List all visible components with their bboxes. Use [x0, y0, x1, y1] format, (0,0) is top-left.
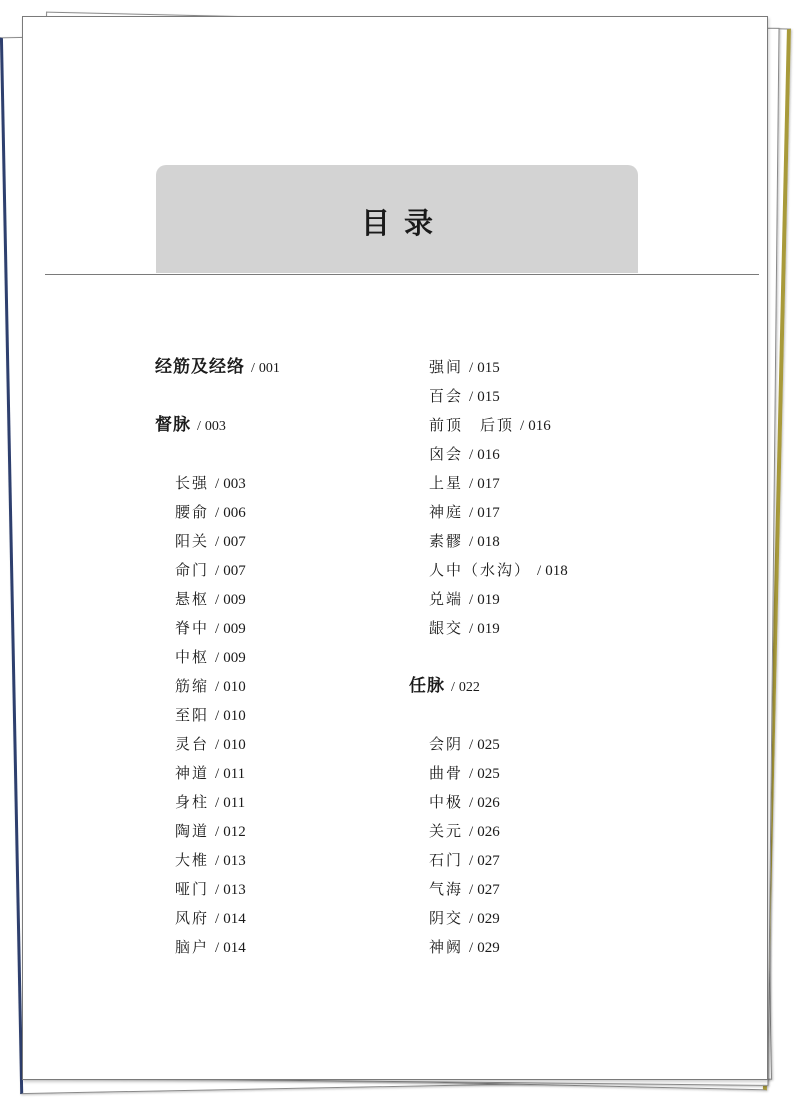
toc-entry [409, 792, 500, 813]
toc-page-number: 009 [223, 621, 246, 637]
toc-separator: / [469, 940, 474, 956]
toc-page-number: 013 [223, 882, 246, 898]
toc-entry [155, 647, 246, 668]
toc-separator: / [469, 853, 474, 869]
toc-page-number: 014 [223, 940, 246, 956]
toc-entry-name: 腰俞 [175, 503, 210, 521]
toc-separator: / [215, 650, 220, 666]
toc-separator: / [469, 824, 474, 840]
toc-entry [155, 473, 246, 494]
toc-page-number: 019 [477, 592, 500, 608]
toc-entry [409, 560, 568, 581]
toc-page-number: 010 [223, 708, 246, 724]
toc-page-number: 015 [477, 360, 500, 376]
toc-entry [155, 618, 246, 639]
toc-separator: / [469, 447, 474, 463]
toc-separator: / [215, 824, 220, 840]
toc-separator: / [469, 534, 474, 550]
toc-entry [409, 531, 500, 552]
toc-entry [409, 908, 500, 929]
toc-entry [155, 850, 246, 871]
toc-entry-name: 上星 [429, 474, 464, 492]
toc-page-number: 007 [223, 534, 246, 550]
toc-entry-name: 中枢 [175, 648, 210, 666]
toc-entry [155, 705, 246, 726]
toc-page-number: 007 [223, 563, 246, 579]
toc-page-number: 009 [223, 592, 246, 608]
toc-separator: / [215, 592, 220, 608]
toc-entry-name: 中极 [429, 793, 464, 811]
toc-entry [409, 879, 500, 900]
toc-entry [409, 821, 500, 842]
toc-entry [155, 502, 246, 523]
toc-entry-name: 神道 [175, 764, 210, 782]
title-banner [156, 165, 638, 273]
toc-entry-name: 囟会 [429, 445, 464, 463]
toc-section-entry [155, 415, 226, 437]
toc-separator: / [197, 419, 201, 434]
toc-separator: / [469, 911, 474, 927]
toc-entry-name: 至阳 [175, 706, 210, 724]
toc-page-number: 027 [477, 882, 500, 898]
toc-separator: / [215, 940, 220, 956]
toc-page-number: 018 [545, 563, 568, 579]
toc-page-number: 026 [477, 795, 500, 811]
toc-separator: / [215, 534, 220, 550]
toc-entry-name: 风府 [175, 909, 210, 927]
toc-entry-name: 身柱 [175, 793, 210, 811]
toc-page-number: 014 [223, 911, 246, 927]
toc-entry-name: 悬枢 [175, 590, 210, 608]
toc-entry-name: 督脉 [155, 415, 191, 435]
toc-separator: / [215, 795, 220, 811]
toc-entry-name: 长强 [175, 474, 210, 492]
toc-entry [409, 618, 500, 639]
toc-separator: / [215, 476, 220, 492]
toc-page-number: 010 [223, 679, 246, 695]
toc-page [22, 16, 768, 1080]
toc-page-number: 009 [223, 650, 246, 666]
toc-entry [409, 386, 500, 407]
toc-entry-name: 脊中 [175, 619, 210, 637]
toc-page-number: 006 [223, 505, 246, 521]
toc-entry-name: 素髎 [429, 532, 464, 550]
toc-entry [155, 763, 245, 784]
toc-separator: / [469, 882, 474, 898]
toc-entry [409, 589, 500, 610]
toc-separator: / [215, 505, 220, 521]
toc-page-number: 029 [477, 911, 500, 927]
toc-entry-name: 气海 [429, 880, 464, 898]
toc-entry-name: 大椎 [175, 851, 210, 869]
toc-entry-name: 阴交 [429, 909, 464, 927]
toc-entry-name: 陶道 [175, 822, 210, 840]
toc-page-number: 017 [477, 476, 500, 492]
toc-separator: / [215, 708, 220, 724]
toc-entry [155, 792, 245, 813]
toc-page-number: 022 [458, 680, 480, 695]
toc-page-number: 003 [223, 476, 246, 492]
toc-entry-name: 脑户 [175, 938, 210, 956]
toc-separator: / [537, 563, 542, 579]
toc-entry-name: 人中（水沟） [429, 561, 532, 579]
toc-separator: / [469, 389, 474, 405]
toc-entry-name: 龈交 [429, 619, 464, 637]
toc-entry [155, 734, 246, 755]
toc-entry [409, 850, 500, 871]
toc-page-number: 011 [223, 766, 246, 782]
toc-page-number: 019 [477, 621, 500, 637]
toc-entry [409, 937, 500, 958]
toc-separator: / [251, 361, 255, 376]
toc-page-number: 025 [477, 766, 500, 782]
toc-entry [409, 415, 551, 436]
toc-entry [409, 444, 500, 465]
toc-separator: / [215, 766, 220, 782]
toc-separator: / [469, 621, 474, 637]
toc-entry-name: 百会 [429, 387, 464, 405]
toc-page-number: 013 [223, 853, 246, 869]
toc-separator: / [215, 563, 220, 579]
toc-entry [155, 908, 246, 929]
toc-entry-name: 前顶 后顶 [429, 416, 515, 434]
toc-entry-name: 灵台 [175, 735, 210, 753]
toc-entry [155, 676, 246, 697]
toc-entry-name: 任脉 [409, 676, 445, 696]
toc-entry-name: 神庭 [429, 503, 464, 521]
toc-separator: / [215, 853, 220, 869]
toc-entry-name: 命门 [175, 561, 210, 579]
toc-separator: / [451, 680, 455, 695]
toc-page-number: 015 [477, 389, 500, 405]
toc-page-number: 011 [223, 795, 246, 811]
toc-page-number: 026 [477, 824, 500, 840]
toc-page-number: 001 [258, 361, 280, 376]
toc-entry [155, 589, 246, 610]
header-divider [45, 274, 759, 275]
toc-separator: / [469, 592, 474, 608]
toc-entry-name: 神阙 [429, 938, 464, 956]
toc-separator: / [469, 766, 474, 782]
toc-page-number: 018 [477, 534, 500, 550]
toc-entry-name: 关元 [429, 822, 464, 840]
toc-page-number: 027 [477, 853, 500, 869]
toc-section-entry [155, 357, 280, 379]
toc-entry-name: 筋缩 [175, 677, 210, 695]
toc-separator: / [215, 911, 220, 927]
toc-entry [409, 473, 500, 494]
toc-entry-name: 阳关 [175, 532, 210, 550]
toc-separator: / [215, 679, 220, 695]
toc-separator: / [520, 418, 525, 434]
toc-entry-name: 石门 [429, 851, 464, 869]
toc-separator: / [469, 476, 474, 492]
toc-separator: / [469, 737, 474, 753]
toc-page-number: 012 [223, 824, 246, 840]
toc-entry-name: 曲骨 [429, 764, 464, 782]
toc-entry [155, 560, 246, 581]
toc-entry [155, 531, 246, 552]
toc-separator: / [215, 737, 220, 753]
toc-entry [155, 821, 246, 842]
toc-page-number: 025 [477, 737, 500, 753]
toc-page-number: 017 [477, 505, 500, 521]
toc-section-entry [409, 676, 480, 698]
toc-entry [409, 502, 500, 523]
toc-entry [155, 879, 246, 900]
toc-separator: / [469, 505, 474, 521]
toc-page-number: 010 [223, 737, 246, 753]
toc-entry [409, 763, 500, 784]
toc-separator: / [469, 360, 474, 376]
toc-entry-name: 会阴 [429, 735, 464, 753]
page-title: 目录 [360, 206, 447, 240]
toc-entry [409, 734, 500, 755]
toc-separator: / [215, 882, 220, 898]
toc-entry-name: 强间 [429, 358, 464, 376]
toc-entry [409, 357, 500, 378]
toc-separator: / [215, 621, 220, 637]
toc-page-number: 016 [528, 418, 551, 434]
toc-page-number: 003 [204, 419, 226, 434]
toc-entry-name: 哑门 [175, 880, 210, 898]
toc-page-number: 029 [477, 940, 500, 956]
toc-separator: / [469, 795, 474, 811]
toc-entry [155, 937, 246, 958]
toc-entry-name: 兑端 [429, 590, 464, 608]
toc-page-number: 016 [477, 447, 500, 463]
toc-entry-name: 经筋及经络 [155, 357, 245, 377]
